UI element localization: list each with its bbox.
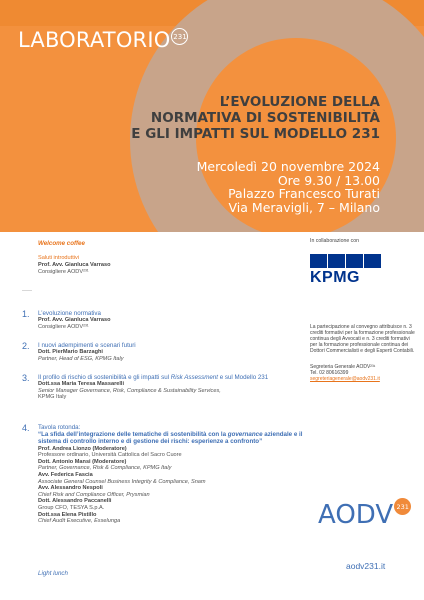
event-details [197,160,380,214]
speaker-name: Dott.ssa Maria Teresa Massarelli [38,381,125,388]
speaker-role: Senior Manager Governance, Risk, Compliance & Sustainability Services, [38,387,221,394]
website-link[interactable]: aodv231.it [346,561,386,571]
speaker-name: Prof. Avv. Gianluca Varraso [38,317,111,324]
email-link[interactable]: segreteriagenerale@aodv231.it [310,376,380,382]
title-line-2: NORMATIVA DI SOSTENIBILITÀ [150,110,380,126]
event-time: Ore 9.30 / 13.00 [277,172,380,188]
speaker-name: Dott. Alessandro Paccanelli [38,498,112,505]
saluti-title: Saluti introduttivi [38,255,80,261]
item-title: Il profilo di rischio di sostenibilità e gli impatti sul Risk Assessment e sul Modello 231 [38,374,269,381]
aodv-logo [318,502,411,528]
kpmg-logo [310,254,382,288]
speaker-role: Professore ordinario, Università Cattolica del Sacro Cuore [38,452,182,459]
speaker-name: Dott. PierMario Barzaghi [38,349,103,356]
item-number: 2. [22,341,30,351]
program-item-3 [22,374,307,401]
round-table-topic: “La sfida dell’integrazione delle tematiche di sostenibilità con la governance aziendale e il sistema di controllo interno e di gestione dei rischi: esperienze a confronto” [38,431,303,446]
light-lunch: Light lunch [38,570,68,577]
saluti-block [38,255,323,276]
item-number: 1. [22,309,30,319]
kpmg-block [328,254,345,268]
speaker-name: Avv. Alessandro Nespoli [38,485,103,492]
saluti-speaker: Prof. Avv. Gianluca Varraso [38,262,111,268]
item-title: Tavola rotonda: [38,424,81,431]
collaboration-label: In collaborazione con [310,238,360,244]
event-address: Via Meravigli, 7 – Milano [228,199,380,215]
speaker-name: Avv. Federica Fascia [38,471,93,478]
speaker-role: Chief Risk and Compliance Officer, Prysmian [38,491,150,498]
speaker-role: Group CFO, TESYA S.p.A. [38,504,105,511]
speaker-role: Consigliere AODV²³¹ [38,323,89,330]
header-banner [0,0,424,232]
brand-name: LABORATORIO [18,28,171,52]
brand-number-badge: 231 [171,28,188,45]
kpmg-block [346,254,363,268]
item-number: 4. [22,423,30,433]
speaker-role: Partner, Governance, Risk & Compliance, KPMG Italy [38,465,172,472]
speaker-role: Associate General Counsel Business Integrity & Compliance, Snam [38,478,206,485]
aodv-logo-name: AODV [318,500,394,530]
credits-notice: La partecipazione al convegno attribuisce n. 3 crediti formativi per la formazione professionale continua degli Avvocati e n. 3 crediti formativi per la formazione professionale continua dei Dottori Commercialisti e degli Esperti Contabili. [310,324,415,354]
secretariat-label: Segreteria Generale AODV²³¹ [310,364,376,370]
title-line-1: L’EVOLUZIONE DELLA [219,94,380,110]
welcome-coffee: Welcome coffee [38,240,85,247]
item-title: I nuovi adempimenti e scenari futuri [38,342,136,349]
program-item-2 [22,342,307,362]
item-title: L’evoluzione normativa [38,310,101,317]
saluti-role: Consigliere AODV²³¹ [38,269,89,275]
divider [22,290,32,291]
kpmg-logo-blocks [310,254,382,268]
aodv-logo-badge: 231 [394,498,411,515]
speaker-role: Chief Audit Executive, Esselunga [38,518,121,525]
kpmg-wordmark: KPMG [310,269,360,286]
speaker-name: Dott. Antonio Mansi (Moderatore) [38,458,127,465]
speaker-name: Prof. Andrea Lionzo (Moderatore) [38,445,127,452]
speaker-name: Dott.ssa Elena Pistillo [38,511,97,518]
event-venue: Palazzo Francesco Turati [228,186,380,201]
event-title [131,94,380,142]
event-date: Mercoledì 20 novembre 2024 [196,159,380,174]
laboratorio-logo [18,30,188,51]
phone-number: Tel. 02 80616399 [310,370,349,376]
title-line-3: E GLI IMPATTI SUL MODELLO 231 [131,126,380,142]
speaker-role: Partner, Head of ESG, KPMG Italy [38,355,124,362]
kpmg-block [364,254,381,268]
kpmg-block [310,254,327,268]
program-item-1 [22,310,307,330]
contacts-block [310,364,416,382]
item-number: 3. [22,373,30,383]
speaker-company: KPMG Italy [38,394,67,401]
program-item-4 [22,424,307,525]
